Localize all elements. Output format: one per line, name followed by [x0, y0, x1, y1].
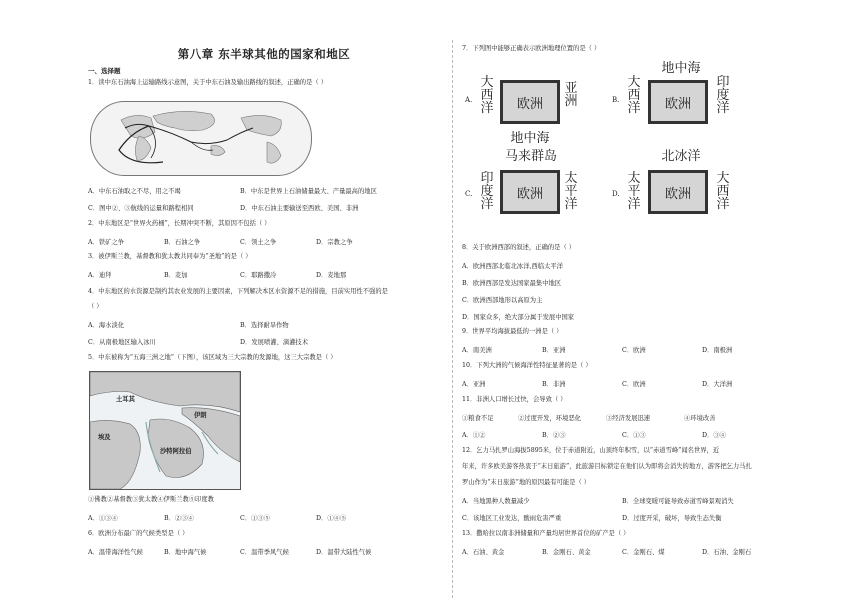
diagram-c-letter: C. — [465, 190, 473, 198]
column-divider — [452, 40, 453, 598]
diagram-a-letter: A. — [465, 96, 473, 104]
diagram-c-center: 欧洲 — [500, 170, 560, 214]
q4-option-c[interactable]: C．从南极地区输入冰川 — [88, 339, 156, 346]
q7-diagram-d[interactable] — [612, 150, 792, 242]
q6-option-b[interactable]: B．地中海气候 — [164, 549, 207, 556]
q11-item-2: ②过度开发，环境恶化 — [518, 415, 581, 422]
q5-option-d[interactable]: D．①④⑤ — [316, 515, 347, 522]
diagram-d-center: 欧洲 — [648, 170, 708, 214]
map-label-turkey: 土耳其 — [116, 396, 135, 403]
q1-option-a[interactable]: A．中东石油取之不尽，用之不竭 — [88, 188, 181, 195]
q2-option-c[interactable]: C．领土之争 — [240, 239, 277, 246]
q6-option-c[interactable]: C．温带季风气候 — [240, 549, 289, 556]
q4-option-a[interactable]: A．海水淡化 — [88, 322, 125, 329]
q2-option-b[interactable]: B．石油之争 — [164, 239, 201, 246]
q13-option-c[interactable]: C．金刚石、煤 — [622, 549, 665, 556]
q5-option-c[interactable]: C．①③⑤ — [240, 515, 271, 522]
diagram-b-center: 欧洲 — [648, 80, 708, 124]
diagram-c-top: 马来群岛 — [504, 149, 557, 164]
oil-route-map-graphic — [91, 102, 311, 175]
question-12-line1: 12．乞力马扎罗山海拔5895米，位于赤道附近，山顶终年积雪，以“赤道雪峰”闻名世界，近 — [462, 447, 720, 454]
question-5: 5．中东被称为“五海三洲之地”（下图），该区域为三大宗教的发源地，这三大宗教是（ ） — [88, 354, 337, 361]
diagram-b-left: 大西洋 — [627, 75, 641, 116]
q9-option-b[interactable]: B．亚洲 — [542, 347, 566, 354]
question-1: 1．读中东石油海上运输路线示意图，关于中东石油及输出路线的叙述，正确的是（ ） — [88, 79, 327, 86]
q11-item-4: ④环境改善 — [684, 415, 716, 422]
q12-option-c[interactable]: C．该地区工业发达，酸雨危害严重 — [462, 515, 562, 522]
q11-option-d[interactable]: D．③④ — [702, 432, 726, 439]
question-11: 11．非洲人口增长过快，会导致（ ） — [462, 396, 567, 403]
q11-option-a[interactable]: A．①② — [462, 432, 486, 439]
q11-option-c[interactable]: C．①③ — [622, 432, 646, 439]
diagram-d-left: 太平洋 — [627, 171, 641, 212]
diagram-a-right: 亚洲 — [564, 81, 578, 109]
q8-option-d[interactable]: D．国家众多，绝大部分属于发展中国家 — [462, 314, 575, 321]
diagram-b-right: 印度洋 — [716, 75, 730, 116]
q6-option-d[interactable]: D．温带大陆性气候 — [316, 549, 372, 556]
diagram-a-left: 大西洋 — [480, 75, 494, 116]
map-label-egypt: 埃及 — [98, 434, 111, 441]
diagram-d-right: 大西洋 — [716, 171, 730, 212]
q8-option-c[interactable]: C．欧洲西部地形以高原为主 — [462, 297, 543, 304]
page-title: 第八章 东半球其他的国家和地区 — [177, 47, 351, 61]
question-12-line3: 罗山作为“末日旅游”地的原因最有可能是（ ） — [462, 479, 591, 486]
q4-option-d[interactable]: D．发展喷灌、滴灌技术 — [240, 339, 309, 346]
question-4-paren: （ ） — [88, 303, 103, 310]
q11-item-1: ①粮食不足 — [462, 415, 494, 422]
q8-option-b[interactable]: B．欧洲西部是发达国家最集中地区 — [462, 280, 562, 287]
q2-option-d[interactable]: D．宗教之争 — [316, 239, 353, 246]
q1-option-b[interactable]: B．中东是世界上石油储量最大、产量最高的地区 — [240, 188, 377, 195]
q13-option-d[interactable]: D．石油、金刚石 — [702, 549, 752, 556]
q2-option-a[interactable]: A．铁矿之争 — [88, 239, 125, 246]
diagram-c-right: 太平洋 — [564, 171, 578, 212]
q11-item-3: ③经济发展迅速 — [606, 415, 651, 422]
oil-route-map — [90, 101, 312, 176]
q9-option-c[interactable]: C．欧洲 — [622, 347, 646, 354]
q10-option-a[interactable]: A．亚洲 — [462, 381, 486, 388]
q3-option-d[interactable]: D．麦地那 — [316, 272, 347, 279]
q12-option-a[interactable]: A．当地黑种人数量减少 — [462, 498, 530, 505]
diagram-b-top: 地中海 — [661, 61, 701, 76]
q10-option-b[interactable]: B．非洲 — [542, 381, 566, 388]
question-3: 3．被伊斯兰教，基督教和犹太教共同奉为“圣地”的是（ ） — [88, 253, 252, 260]
q13-option-b[interactable]: B．金刚石、黄金 — [542, 549, 591, 556]
diagram-c-left: 印度洋 — [480, 171, 494, 212]
q11-option-b[interactable]: B．②③ — [542, 432, 566, 439]
section-heading: 一、选择题 — [88, 67, 121, 75]
diagram-a-bottom: 地中海 — [510, 131, 550, 146]
q7-diagram-b[interactable] — [612, 62, 792, 154]
question-5-items: ①佛教②基督教③犹太教④伊斯兰教⑤印度教 — [88, 496, 214, 503]
q1-option-d[interactable]: D．中东石油主要输送至西欧、美国、非洲 — [240, 205, 359, 212]
question-4: 4．中东地区的水资源是制约其农业发展的主要因素，下列解决本区水资源不足的措施，目前实用性不强的是 — [88, 288, 388, 295]
q12-option-d[interactable]: D．过度开采，破坏，导致生态失衡 — [622, 515, 722, 522]
map-label-iran: 伊朗 — [194, 412, 207, 419]
q3-option-c[interactable]: C．耶路撒冷 — [240, 272, 277, 279]
diagram-a-center: 欧洲 — [500, 80, 560, 124]
q10-option-d[interactable]: D．大洋洲 — [702, 381, 733, 388]
q6-option-a[interactable]: A．温带海洋性气候 — [88, 549, 143, 556]
question-9: 9．世界平均海拔最低的一洲是（ ） — [462, 328, 563, 335]
question-7: 7．下列图中能够正确表示欧洲地理位置的是（ ） — [462, 45, 601, 52]
question-8: 8．关于欧洲西部的叙述，正确的是（ ） — [462, 244, 576, 251]
question-2: 2．中东地区是“世界火药桶”，长期冲突不断，其原因不包括（ ） — [88, 220, 271, 227]
q5-option-a[interactable]: A．①③④ — [88, 515, 118, 522]
q1-option-c[interactable]: C．图中②、③航线的运量和路程相同 — [88, 205, 194, 212]
map-label-saudi: 沙特阿拉伯 — [160, 448, 192, 455]
diagram-b-letter: B. — [612, 96, 620, 104]
question-13: 13．撒哈拉以南非洲储量和产量均居世界首位的矿产是（ ） — [462, 530, 630, 537]
q9-option-d[interactable]: D．南极洲 — [702, 347, 733, 354]
q3-option-b[interactable]: B．麦加 — [164, 272, 188, 279]
q12-option-b[interactable]: B．全球变暖可能导致赤道雪峰景观消失 — [622, 498, 734, 505]
diagram-d-top: 北冰洋 — [661, 149, 701, 164]
q8-option-a[interactable]: A．欧洲西部北临北冰洋,西临太平洋 — [462, 263, 564, 270]
middle-east-map — [89, 371, 241, 490]
middle-east-map-graphic — [90, 372, 240, 489]
q13-option-a[interactable]: A．石油、黄金 — [462, 549, 505, 556]
q9-option-a[interactable]: A．南美洲 — [462, 347, 492, 354]
question-10: 10．下列大洲的气候海洋性特征显著的是（ ） — [462, 362, 592, 369]
diagram-d-letter: D. — [612, 190, 620, 198]
q4-option-b[interactable]: B．选择耐旱作物 — [240, 322, 289, 329]
q3-option-a[interactable]: A．迪拜 — [88, 272, 112, 279]
question-6: 6．欧洲分布最广的气候类型是（ ） — [88, 530, 189, 537]
q10-option-c[interactable]: C．欧洲 — [622, 381, 646, 388]
question-12-line2: 年来，许多欧美游客热衷于“末日旅游”，此旅游目标锁定在他们认为即将会消失的地方，游客把乞力马扎 — [462, 463, 752, 470]
q5-option-b[interactable]: B．②③④ — [164, 515, 194, 522]
